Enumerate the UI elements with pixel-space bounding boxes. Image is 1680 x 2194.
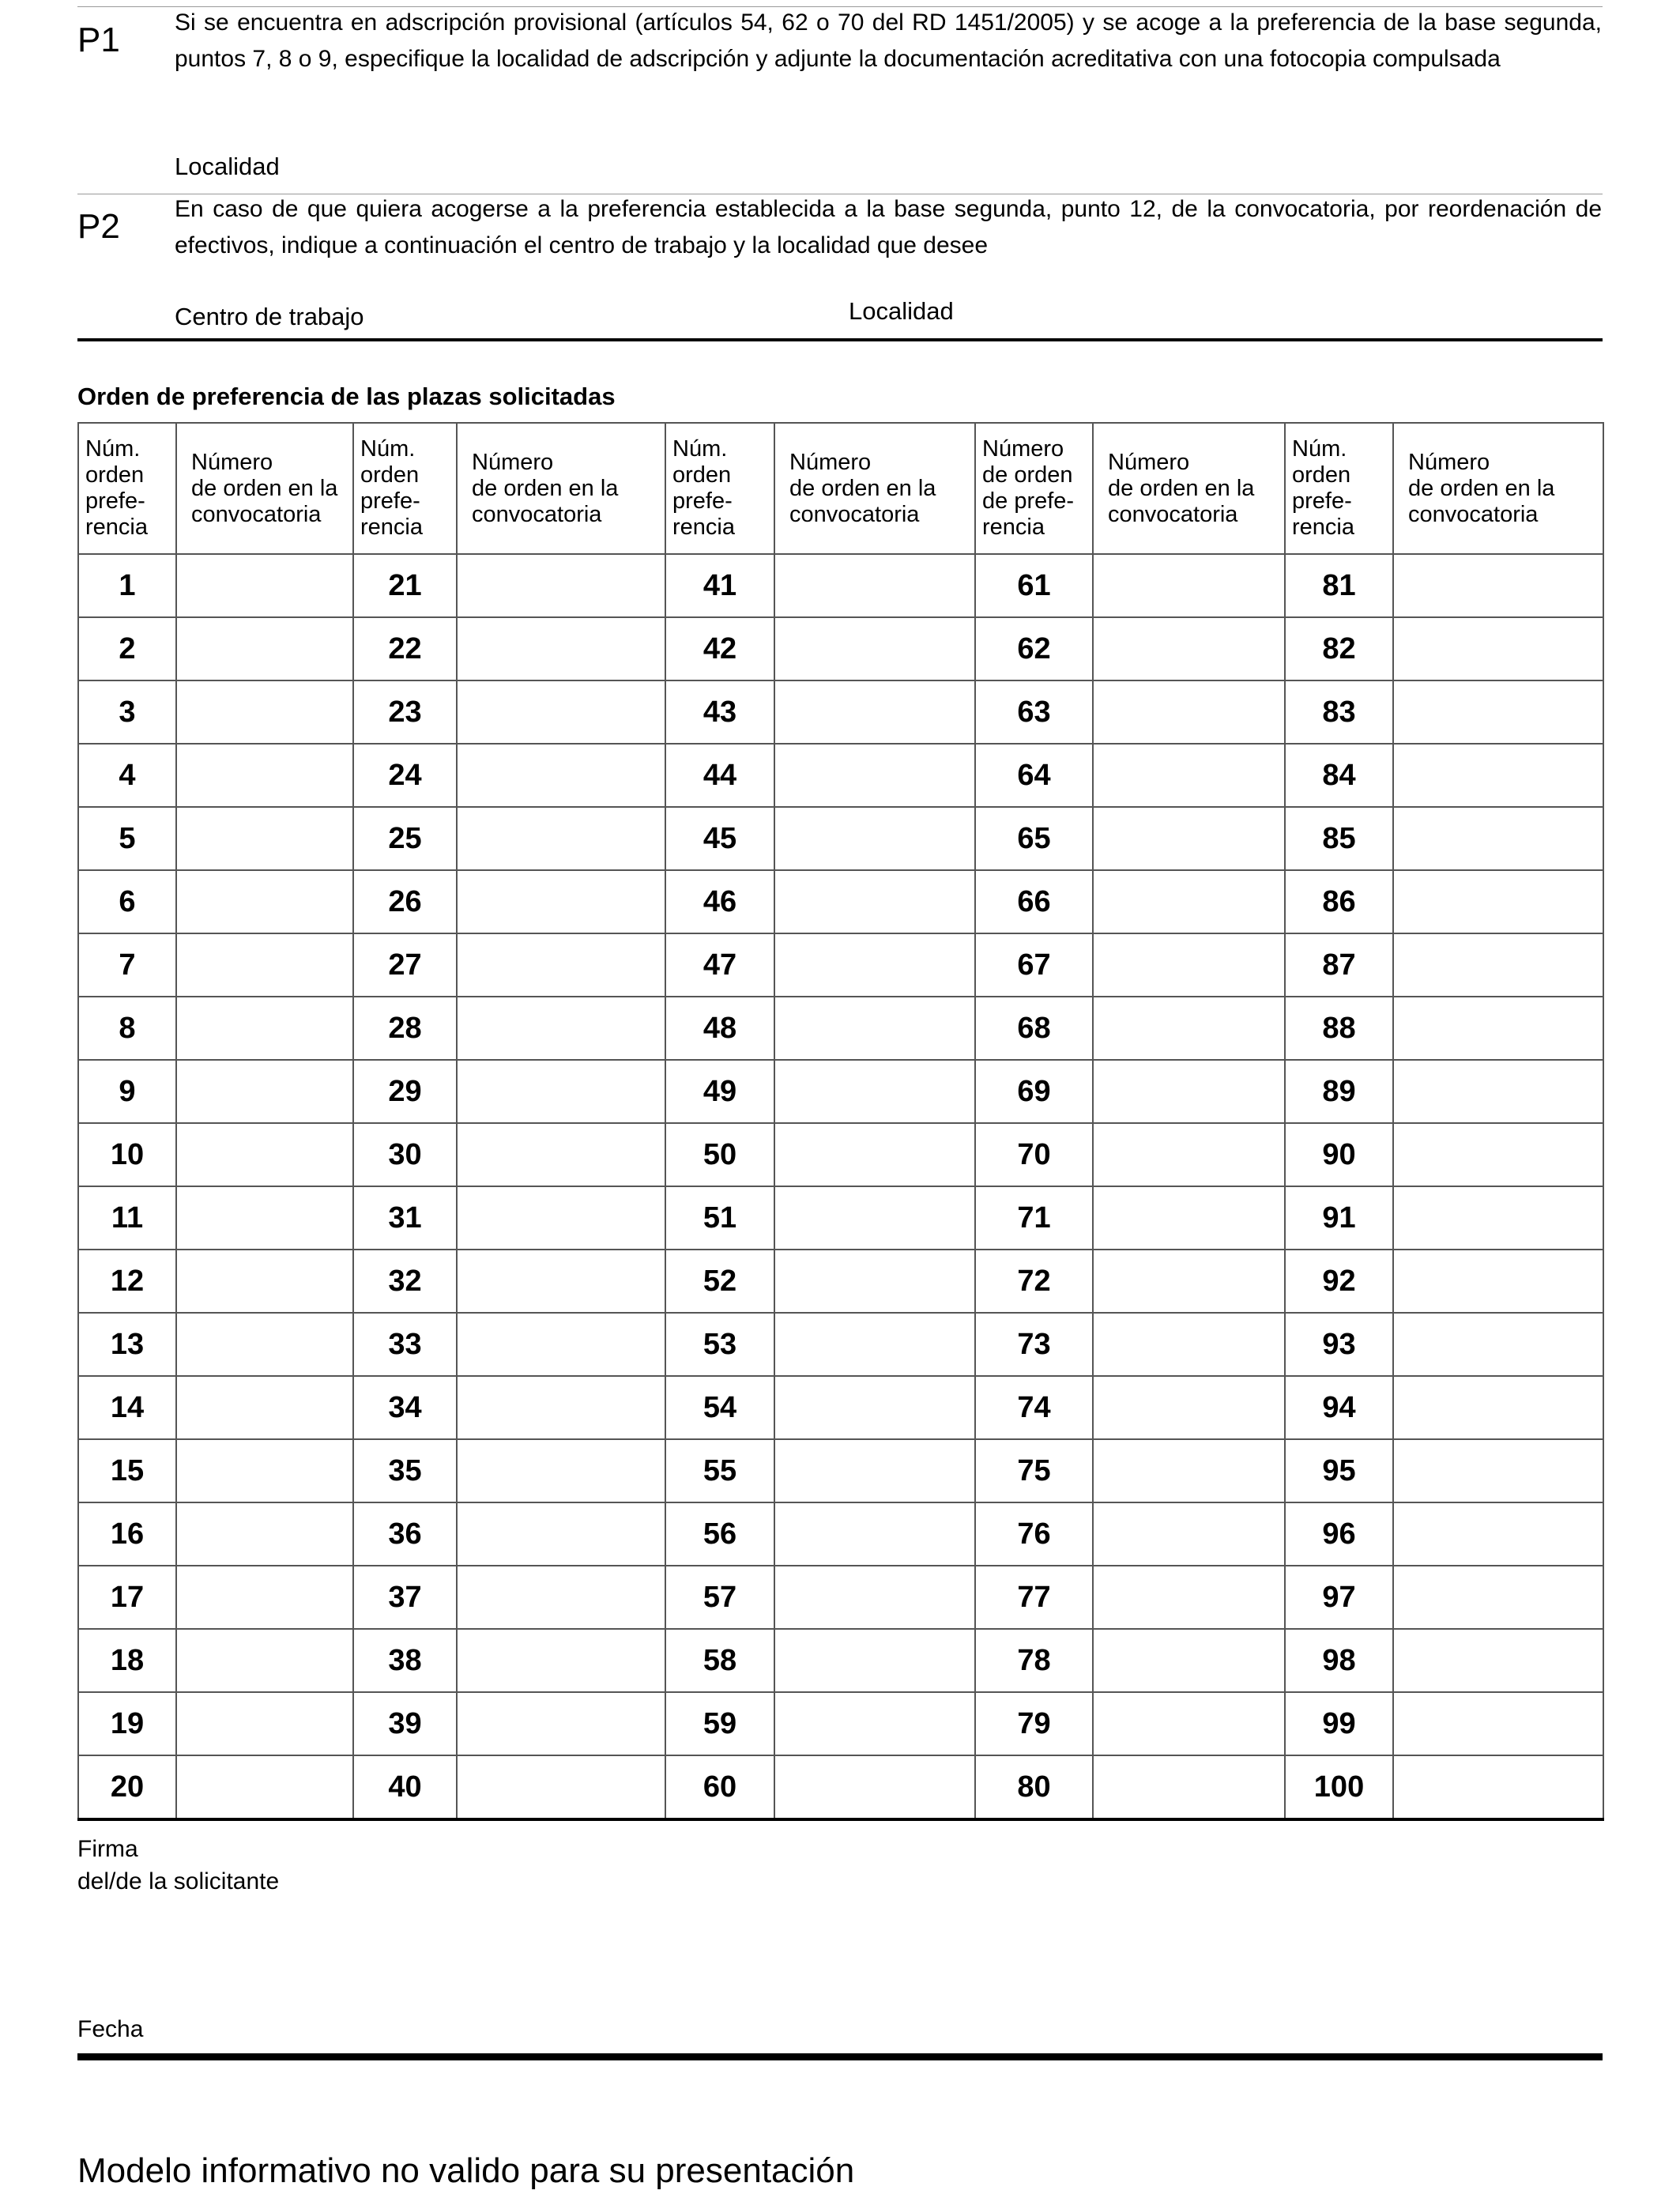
convocatoria-number-field[interactable] — [1393, 554, 1603, 617]
table-row — [78, 997, 1603, 1060]
convocatoria-number-field[interactable] — [1093, 1186, 1285, 1250]
convocatoria-number-field[interactable] — [774, 1692, 975, 1755]
preference-number: 51 — [665, 1186, 774, 1250]
header-order-line: prefe- — [360, 488, 420, 514]
preference-number: 14 — [78, 1376, 176, 1439]
convocatoria-number-field[interactable] — [774, 680, 975, 744]
convocatoria-number-field[interactable] — [457, 554, 665, 617]
footer-notice: Modelo informativo no valido para su presentación — [77, 2151, 855, 2190]
preference-number: 58 — [665, 1629, 774, 1692]
convocatoria-number-field[interactable] — [1393, 1250, 1603, 1313]
convocatoria-number-field[interactable] — [176, 1313, 353, 1376]
header-order-line: prefe- — [85, 488, 145, 514]
convocatoria-number-field[interactable] — [774, 554, 975, 617]
convocatoria-number-field[interactable] — [1393, 1755, 1603, 1819]
convocatoria-number-field[interactable] — [1393, 1502, 1603, 1566]
convocatoria-number-field[interactable] — [774, 1439, 975, 1502]
preference-number: 95 — [1285, 1439, 1393, 1502]
convocatoria-number-field[interactable] — [176, 1502, 353, 1566]
convocatoria-number-field[interactable] — [1393, 680, 1603, 744]
preference-number: 69 — [975, 1060, 1093, 1123]
preference-number: 86 — [1285, 870, 1393, 933]
preference-number: 55 — [665, 1439, 774, 1502]
convocatoria-number-field[interactable] — [1393, 1313, 1603, 1376]
convocatoria-number-field[interactable] — [457, 1629, 665, 1692]
convocatoria-number-field[interactable] — [457, 744, 665, 807]
convocatoria-number-field[interactable] — [1093, 1755, 1285, 1819]
preference-number: 41 — [665, 554, 774, 617]
preference-number: 75 — [975, 1439, 1093, 1502]
table-row — [78, 807, 1603, 870]
header-order-line: rencia — [85, 515, 148, 540]
preference-number: 24 — [353, 744, 457, 807]
convocatoria-number-field[interactable] — [774, 997, 975, 1060]
convocatoria-number-field[interactable] — [176, 933, 353, 997]
convocatoria-number-field[interactable] — [1093, 1692, 1285, 1755]
p1-code: P1 — [77, 21, 120, 59]
convocatoria-number-field[interactable] — [774, 1755, 975, 1819]
preference-number: 15 — [78, 1439, 176, 1502]
preference-number: 83 — [1285, 680, 1393, 744]
p1-localidad-label: Localidad — [175, 153, 280, 180]
preference-number: 3 — [78, 680, 176, 744]
preference-number: 42 — [665, 617, 774, 680]
convocatoria-number-field[interactable] — [1093, 1060, 1285, 1123]
preference-number: 81 — [1285, 554, 1393, 617]
preference-number: 7 — [78, 933, 176, 997]
preference-number: 20 — [78, 1755, 176, 1819]
preference-number: 99 — [1285, 1692, 1393, 1755]
convocatoria-number-field[interactable] — [176, 1439, 353, 1502]
preference-number: 39 — [353, 1692, 457, 1755]
header-order-line: orden — [672, 462, 732, 488]
date-field[interactable] — [158, 2007, 790, 2047]
convocatoria-number-field[interactable] — [1093, 1629, 1285, 1692]
convocatoria-number-field[interactable] — [1093, 1566, 1285, 1629]
convocatoria-number-field[interactable] — [457, 997, 665, 1060]
header-conv-line: convocatoria — [1108, 501, 1238, 527]
preference-number: 36 — [353, 1502, 457, 1566]
table-row — [78, 554, 1603, 617]
header-order-2 — [353, 423, 457, 554]
convocatoria-number-field[interactable] — [176, 1123, 353, 1186]
header-order-line: orden — [360, 462, 420, 488]
table-row — [78, 617, 1603, 680]
preference-number: 50 — [665, 1123, 774, 1186]
convocatoria-number-field[interactable] — [774, 807, 975, 870]
p2-code: P2 — [77, 207, 120, 246]
preference-number: 62 — [975, 617, 1093, 680]
preference-number: 10 — [78, 1123, 176, 1186]
preference-number: 85 — [1285, 807, 1393, 870]
convocatoria-number-field[interactable] — [774, 1629, 975, 1692]
header-order-line: rencia — [1292, 515, 1354, 540]
preference-number: 11 — [78, 1186, 176, 1250]
convocatoria-number-field[interactable] — [774, 617, 975, 680]
preference-number: 88 — [1285, 997, 1393, 1060]
convocatoria-number-field[interactable] — [457, 1123, 665, 1186]
preference-number: 8 — [78, 997, 176, 1060]
header-conv-2 — [457, 423, 665, 554]
preference-number: 43 — [665, 680, 774, 744]
table-row — [78, 1060, 1603, 1123]
convocatoria-number-field[interactable] — [457, 1186, 665, 1250]
preference-table — [77, 422, 1604, 1821]
header-order-1 — [78, 423, 176, 554]
preference-number: 65 — [975, 807, 1093, 870]
table-row — [78, 870, 1603, 933]
preference-number: 45 — [665, 807, 774, 870]
convocatoria-number-field[interactable] — [1093, 680, 1285, 744]
convocatoria-number-field[interactable] — [457, 1692, 665, 1755]
convocatoria-number-field[interactable] — [1393, 1060, 1603, 1123]
table-title: Orden de preferencia de las plazas solicitadas — [77, 383, 616, 410]
signature-field[interactable] — [77, 1905, 868, 2000]
table-row — [78, 1186, 1603, 1250]
header-order-line: Núm. — [360, 436, 416, 462]
convocatoria-number-field[interactable] — [1393, 1566, 1603, 1629]
convocatoria-number-field[interactable] — [457, 1566, 665, 1629]
convocatoria-number-field[interactable] — [176, 870, 353, 933]
preference-number: 1 — [78, 554, 176, 617]
convocatoria-number-field[interactable] — [774, 1376, 975, 1439]
header-conv-3 — [774, 423, 975, 554]
preference-number: 16 — [78, 1502, 176, 1566]
preference-number: 27 — [353, 933, 457, 997]
preference-number: 18 — [78, 1629, 176, 1692]
p2-localidad-label: Localidad — [849, 297, 954, 325]
convocatoria-number-field[interactable] — [1393, 1186, 1603, 1250]
header-conv-line: de orden en la — [191, 475, 338, 501]
convocatoria-number-field[interactable] — [774, 744, 975, 807]
preference-number: 67 — [975, 933, 1093, 997]
convocatoria-number-field[interactable] — [457, 870, 665, 933]
convocatoria-number-field[interactable] — [774, 870, 975, 933]
preference-number: 21 — [353, 554, 457, 617]
convocatoria-number-field[interactable] — [1093, 1502, 1285, 1566]
convocatoria-number-field[interactable] — [1093, 1376, 1285, 1439]
preference-number: 78 — [975, 1629, 1093, 1692]
preference-number: 71 — [975, 1186, 1093, 1250]
preference-number: 2 — [78, 617, 176, 680]
header-conv-line: de orden en la — [1408, 475, 1555, 501]
convocatoria-number-field[interactable] — [774, 1250, 975, 1313]
convocatoria-number-field[interactable] — [1393, 933, 1603, 997]
convocatoria-number-field[interactable] — [774, 1502, 975, 1566]
header-order-line: de prefe- — [982, 488, 1075, 514]
preference-number: 76 — [975, 1502, 1093, 1566]
header-row — [78, 423, 1603, 554]
header-conv-line: convocatoria — [789, 501, 920, 527]
preference-number: 40 — [353, 1755, 457, 1819]
table-row — [78, 1755, 1603, 1819]
preference-number: 72 — [975, 1250, 1093, 1313]
header-conv-line: convocatoria — [191, 501, 322, 527]
header-order-line: orden — [85, 462, 145, 488]
preference-number: 52 — [665, 1250, 774, 1313]
preference-number: 93 — [1285, 1313, 1393, 1376]
preference-number: 13 — [78, 1313, 176, 1376]
header-conv-line: de orden en la — [1108, 475, 1255, 501]
p2-bottom-rule — [77, 338, 1603, 341]
header-order-line: Núm. — [1292, 436, 1347, 462]
convocatoria-number-field[interactable] — [176, 554, 353, 617]
preference-number: 37 — [353, 1566, 457, 1629]
convocatoria-number-field[interactable] — [1093, 1250, 1285, 1313]
preference-number: 57 — [665, 1566, 774, 1629]
convocatoria-number-field[interactable] — [176, 807, 353, 870]
convocatoria-number-field[interactable] — [1093, 807, 1285, 870]
preference-number: 97 — [1285, 1566, 1393, 1629]
convocatoria-number-field[interactable] — [774, 1060, 975, 1123]
table-row — [78, 1502, 1603, 1566]
preference-number: 32 — [353, 1250, 457, 1313]
convocatoria-number-field[interactable] — [457, 1755, 665, 1819]
preference-number: 68 — [975, 997, 1093, 1060]
convocatoria-number-field[interactable] — [1093, 1439, 1285, 1502]
preference-number: 29 — [353, 1060, 457, 1123]
preference-number: 26 — [353, 870, 457, 933]
convocatoria-number-field[interactable] — [457, 1439, 665, 1502]
p2-centro-field[interactable] — [387, 292, 830, 332]
header-conv-line: Número — [191, 449, 273, 475]
signature-label-line1: Firma — [77, 1836, 138, 1862]
preference-number: 31 — [353, 1186, 457, 1250]
convocatoria-number-field[interactable] — [1093, 997, 1285, 1060]
convocatoria-number-field[interactable] — [457, 617, 665, 680]
header-conv-line: convocatoria — [472, 501, 602, 527]
header-conv-5 — [1393, 423, 1603, 554]
preference-number: 84 — [1285, 744, 1393, 807]
header-order-line: rencia — [672, 515, 735, 540]
convocatoria-number-field[interactable] — [176, 1755, 353, 1819]
convocatoria-number-field[interactable] — [1393, 1123, 1603, 1186]
header-conv-line: de orden en la — [789, 475, 936, 501]
header-order-5 — [1285, 423, 1393, 554]
convocatoria-number-field[interactable] — [176, 1692, 353, 1755]
convocatoria-number-field[interactable] — [176, 1629, 353, 1692]
table-row — [78, 933, 1603, 997]
convocatoria-number-field[interactable] — [774, 933, 975, 997]
preference-number: 48 — [665, 997, 774, 1060]
convocatoria-number-field[interactable] — [176, 1186, 353, 1250]
preference-number: 34 — [353, 1376, 457, 1439]
header-order-line: orden — [1292, 462, 1351, 488]
preference-number: 64 — [975, 744, 1093, 807]
preference-number: 19 — [78, 1692, 176, 1755]
header-order-line: Número — [982, 436, 1064, 462]
preference-number: 98 — [1285, 1629, 1393, 1692]
convocatoria-number-field[interactable] — [1393, 1439, 1603, 1502]
convocatoria-number-field[interactable] — [457, 1376, 665, 1439]
p1-localidad-field[interactable] — [300, 142, 1596, 182]
header-order-line: prefe- — [1292, 488, 1352, 514]
preference-number: 53 — [665, 1313, 774, 1376]
preference-number: 47 — [665, 933, 774, 997]
convocatoria-number-field[interactable] — [457, 680, 665, 744]
convocatoria-number-field[interactable] — [1393, 1629, 1603, 1692]
preference-number: 4 — [78, 744, 176, 807]
header-conv-line: Número — [472, 449, 554, 475]
preference-number: 70 — [975, 1123, 1093, 1186]
preference-number: 89 — [1285, 1060, 1393, 1123]
p2-centro-label: Centro de trabajo — [175, 303, 364, 330]
header-order-line: Núm. — [85, 436, 141, 462]
preference-number: 100 — [1285, 1755, 1393, 1819]
preference-number: 6 — [78, 870, 176, 933]
preference-number: 94 — [1285, 1376, 1393, 1439]
convocatoria-number-field[interactable] — [176, 1566, 353, 1629]
preference-number: 96 — [1285, 1502, 1393, 1566]
header-order-line: rencia — [360, 515, 423, 540]
convocatoria-number-field[interactable] — [774, 1566, 975, 1629]
convocatoria-number-field[interactable] — [176, 617, 353, 680]
convocatoria-number-field[interactable] — [457, 1502, 665, 1566]
header-conv-line: Número — [1108, 449, 1190, 475]
preference-number: 12 — [78, 1250, 176, 1313]
header-conv-4 — [1093, 423, 1285, 554]
preference-number: 63 — [975, 680, 1093, 744]
convocatoria-number-field[interactable] — [1093, 1313, 1285, 1376]
preference-number: 59 — [665, 1692, 774, 1755]
header-conv-line: convocatoria — [1408, 501, 1539, 527]
preference-table-body — [78, 554, 1603, 1819]
convocatoria-number-field[interactable] — [176, 680, 353, 744]
convocatoria-number-field[interactable] — [457, 933, 665, 997]
preference-number: 28 — [353, 997, 457, 1060]
convocatoria-number-field[interactable] — [1393, 997, 1603, 1060]
preference-number: 5 — [78, 807, 176, 870]
convocatoria-number-field[interactable] — [774, 1186, 975, 1250]
convocatoria-number-field[interactable] — [176, 744, 353, 807]
preference-number: 33 — [353, 1313, 457, 1376]
table-row — [78, 744, 1603, 807]
preference-number: 66 — [975, 870, 1093, 933]
header-conv-line: Número — [1408, 449, 1490, 475]
table-row — [78, 1629, 1603, 1692]
table-row — [78, 1439, 1603, 1502]
convocatoria-number-field[interactable] — [1393, 1692, 1603, 1755]
convocatoria-number-field[interactable] — [457, 1060, 665, 1123]
header-order-4 — [975, 423, 1093, 554]
preference-number: 25 — [353, 807, 457, 870]
convocatoria-number-field[interactable] — [1093, 617, 1285, 680]
preference-number: 91 — [1285, 1186, 1393, 1250]
preference-number: 82 — [1285, 617, 1393, 680]
convocatoria-number-field[interactable] — [1093, 744, 1285, 807]
table-row — [78, 680, 1603, 744]
convocatoria-number-field[interactable] — [457, 807, 665, 870]
convocatoria-number-field[interactable] — [1093, 1123, 1285, 1186]
preference-number: 56 — [665, 1502, 774, 1566]
convocatoria-number-field[interactable] — [1393, 1376, 1603, 1439]
convocatoria-number-field[interactable] — [1393, 617, 1603, 680]
preference-number: 87 — [1285, 933, 1393, 997]
preference-number: 73 — [975, 1313, 1093, 1376]
convocatoria-number-field[interactable] — [1093, 870, 1285, 933]
table-row — [78, 1692, 1603, 1755]
signature-bottom-rule — [77, 2053, 1603, 2060]
table-row — [78, 1250, 1603, 1313]
convocatoria-number-field[interactable] — [457, 1313, 665, 1376]
convocatoria-number-field[interactable] — [774, 1313, 975, 1376]
signature-label-line2: del/de la solicitante — [77, 1868, 280, 1894]
convocatoria-number-field[interactable] — [774, 1123, 975, 1186]
convocatoria-number-field[interactable] — [1093, 933, 1285, 997]
table-row — [78, 1123, 1603, 1186]
convocatoria-number-field[interactable] — [457, 1250, 665, 1313]
preference-number: 49 — [665, 1060, 774, 1123]
preference-number: 23 — [353, 680, 457, 744]
header-order-3 — [665, 423, 774, 554]
p1-text: Si se encuentra en adscripción provisional (artículos 54, 62 o 70 del RD 1451/2005) y se acoge a la preferencia de la base segunda, puntos 7, 8 o 9, especifique la localidad de adscripción y adjunte la documentación acreditativa con una fotocopia compulsada — [175, 9, 1602, 72]
preference-number: 35 — [353, 1439, 457, 1502]
table-row — [78, 1566, 1603, 1629]
convocatoria-number-field[interactable] — [176, 1250, 353, 1313]
preference-number: 46 — [665, 870, 774, 933]
preference-number: 79 — [975, 1692, 1093, 1755]
convocatoria-number-field[interactable] — [176, 1060, 353, 1123]
preference-number: 17 — [78, 1566, 176, 1629]
preference-number: 74 — [975, 1376, 1093, 1439]
convocatoria-number-field[interactable] — [1393, 870, 1603, 933]
header-order-line: rencia — [982, 515, 1045, 540]
preference-number: 90 — [1285, 1123, 1393, 1186]
preference-number: 80 — [975, 1755, 1093, 1819]
p2-text: En caso de que quiera acogerse a la preferencia establecida a la base segunda, punto 12, de la convocatoria, por reordenación de efectivos, indique a continuación el centro de trabajo y la localidad que desee — [175, 196, 1602, 258]
header-conv-line: de orden en la — [472, 475, 619, 501]
preference-number: 61 — [975, 554, 1093, 617]
preference-number: 30 — [353, 1123, 457, 1186]
convocatoria-number-field[interactable] — [1393, 744, 1603, 807]
date-label: Fecha — [77, 2016, 144, 2042]
header-order-line: Núm. — [672, 436, 728, 462]
preference-number: 60 — [665, 1755, 774, 1819]
preference-number: 9 — [78, 1060, 176, 1123]
convocatoria-number-field[interactable] — [1393, 807, 1603, 870]
p2-localidad-field[interactable] — [972, 288, 1596, 328]
header-order-line: de orden — [982, 462, 1073, 488]
preference-number: 92 — [1285, 1250, 1393, 1313]
preference-number: 77 — [975, 1566, 1093, 1629]
convocatoria-number-field[interactable] — [1093, 554, 1285, 617]
preference-number: 38 — [353, 1629, 457, 1692]
header-order-line: prefe- — [672, 488, 733, 514]
header-conv-line: Número — [789, 449, 872, 475]
preference-number: 22 — [353, 617, 457, 680]
preference-number: 44 — [665, 744, 774, 807]
preference-number: 54 — [665, 1376, 774, 1439]
convocatoria-number-field[interactable] — [176, 1376, 353, 1439]
table-row — [78, 1313, 1603, 1376]
header-conv-1 — [176, 423, 353, 554]
convocatoria-number-field[interactable] — [176, 997, 353, 1060]
table-row — [78, 1376, 1603, 1439]
